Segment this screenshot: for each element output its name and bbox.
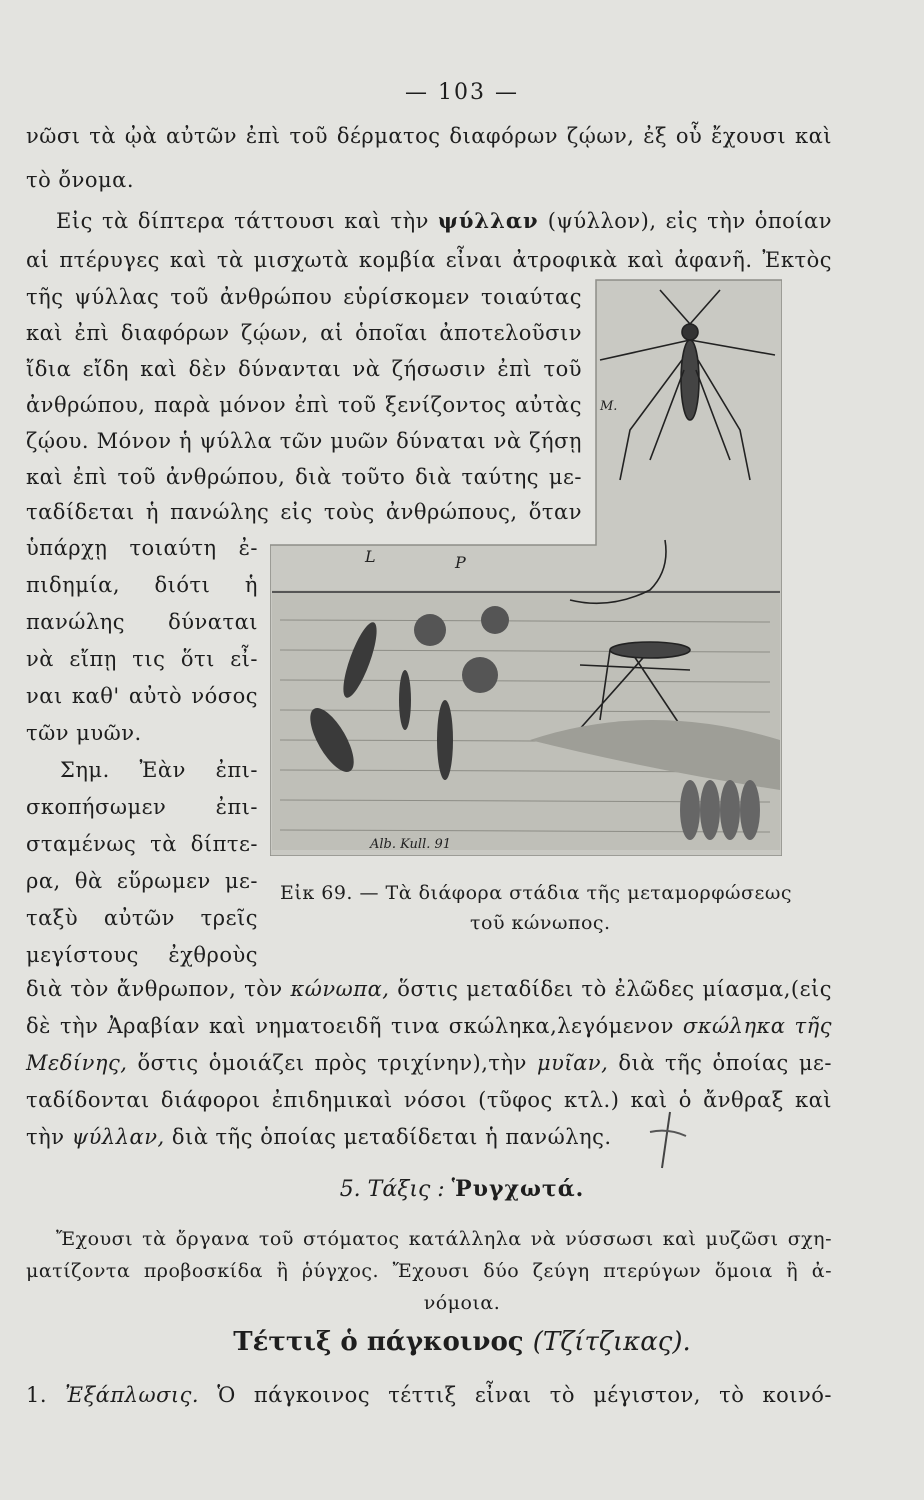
species-heading <box>0 1327 924 1357</box>
text-span: ὅστις μεταδίδει τὸ ἐλῶδες μίασμα,(εἰς <box>397 977 832 1001</box>
text-line: ταδίδεται ἡ πανώλης εἰς τοὺς ἀνθρώπους, ὅταν <box>26 500 582 524</box>
text-span: διὰ τῆς ὁποίας με- <box>618 1051 832 1075</box>
species-name: Τέττιξ ὁ πάγκοινος <box>233 1327 524 1357</box>
section-title: Ῥυγχωτά. <box>451 1176 585 1202</box>
section-text-line: ματίζοντα προβοσκίδα ἢ ῥύγχος. Ἔχουσι δύο ζεύγη πτερύγων ὅμοια ἢ ἀ- <box>26 1260 832 1282</box>
text-span: διὰ τὸν ἄνθρωπον, τὸν <box>26 977 283 1001</box>
text-span: δὲ τὴν Ἀραβίαν καὶ νηματοειδῆ τινα σκώληκα,λεγόμενον <box>26 1014 674 1038</box>
text-line: καὶ ἐπὶ τοῦ ἀνθρώπου, διὰ τοῦτο διὰ ταύτης με- <box>26 465 582 489</box>
text-line: πανώλης δύναται <box>26 610 258 634</box>
italic-term: κώνωπα, <box>290 977 390 1001</box>
text-line: τῆς ψύλλας τοῦ ἀνθρώπου εὑρίσκομεν τοιαύτας <box>26 285 582 309</box>
text-line: ρα, θὰ εὕρωμεν με- <box>26 869 258 893</box>
text-line: ναι καθ' αὐτὸ νόσος <box>26 684 258 708</box>
text-span: τὴν <box>26 1125 65 1149</box>
text-line: αἱ πτέρυγες καὶ τὰ μισχωτὰ κομβία εἶναι ἀτροφικὰ καὶ ἀφανῆ. Ἐκτὸς <box>26 248 832 272</box>
figure-caption-line2: τοῦ κώνωπος. <box>470 912 611 934</box>
text-line-psylla <box>26 206 832 236</box>
text-line: ἴδια εἴδη καὶ δὲν δύνανται νὰ ζήσωσιν ἐπὶ τοῦ <box>26 357 582 381</box>
figure-label-L: L <box>365 547 376 566</box>
text-line: ζῴου. Μόνον ἡ ψύλλα τῶν μυῶν δύναται νὰ ζήσῃ <box>26 429 582 453</box>
paragraph-number: 1. <box>26 1383 48 1407</box>
section-text-line: νόμοια. <box>423 1292 501 1314</box>
text-span: ὅστις ὁμοιάζει πρὸς τριχίνην),τὴν <box>137 1051 527 1075</box>
italic-term: ψύλλαν, <box>71 1125 165 1149</box>
text-span: Εἰς τὰ δίπτερα τάττουσι καὶ τὴν <box>56 209 429 233</box>
note-line: Σημ. Ἐὰν ἐπι- <box>60 758 258 782</box>
italic-term: σκώληκα τῆς <box>682 1014 832 1038</box>
species-common-name: (Τζίτζικας). <box>532 1327 691 1357</box>
text-span: (ψύλλον), εἰς τὴν ὁποίαν <box>547 209 832 233</box>
text-line: μεγίστους ἐχθροὺς <box>26 943 258 967</box>
pencil-mark-icon <box>648 1110 688 1170</box>
bold-term-psylla: ψύλλαν <box>438 208 539 233</box>
text-line: ὑπάρχῃ τοιαύτη ἐ- <box>26 536 258 560</box>
page-number: — 103 — <box>405 80 519 105</box>
text-line: τῶν μυῶν. <box>26 721 142 745</box>
figure-signature: Alb. Kull. 91 <box>370 837 452 852</box>
text-line: νὰ εἴπῃ τις ὅτι εἶ- <box>26 647 258 671</box>
text-line: νῶσι τὰ ᾠὰ αὐτῶν ἐπὶ τοῦ δέρματος διαφόρων ζῴων, ἐξ οὗ ἔχουσι καὶ <box>26 124 832 148</box>
italic-term: Ἐξάπλωσις. <box>65 1383 200 1407</box>
text-line <box>26 974 832 1004</box>
text-line <box>26 1380 832 1410</box>
text-line: πιδημία, διότι ἡ <box>26 573 258 597</box>
text-span: Ὁ πάγκοινος τέττιξ εἶναι τὸ μέγιστον, τὸ κοινό- <box>217 1383 832 1407</box>
section-text-line: Ἔχουσι τὰ ὄργανα τοῦ στόματος κατάλληλα νὰ νύσσωσι καὶ μυζῶσι σχη- <box>56 1228 832 1250</box>
text-line <box>26 1122 612 1152</box>
text-line <box>26 1048 832 1078</box>
italic-term: Μεδίνης, <box>26 1051 128 1075</box>
mosquito-illustration <box>270 270 782 856</box>
text-line: ἀνθρώπου, παρὰ μόνον ἐπὶ τοῦ ξενίζοντος αὐτὰς <box>26 393 582 417</box>
text-line: ταδίδονται διάφοροι ἐπιδημικαὶ νόσοι (τῦφος κτλ.) καὶ ὁ ἄνθραξ καὶ <box>26 1088 832 1112</box>
text-line: τὸ ὄνομα. <box>26 168 134 192</box>
text-span: διὰ τῆς ὁποίας μεταδίδεται ἡ πανώλης. <box>171 1125 612 1149</box>
text-line: καὶ ἐπὶ διαφόρων ζῴων, αἱ ὁποῖαι ἀποτελοῦσιν <box>26 321 582 345</box>
figure-caption: Εἰκ 69. — Τὰ διάφορα στάδια τῆς μεταμορφώσεως <box>280 882 792 904</box>
italic-term: μυῖαν, <box>536 1051 609 1075</box>
figure-label-M: M. <box>600 399 618 414</box>
section-heading <box>0 1176 924 1202</box>
figure-label-P: P <box>455 553 466 572</box>
section-number: 5. Τάξις : <box>339 1177 445 1202</box>
text-line: σκοπήσωμεν ἐπι- <box>26 795 258 819</box>
text-line: ταξὺ αὐτῶν τρεῖς <box>26 906 258 930</box>
text-line: σταμένως τὰ δίπτε- <box>26 832 258 856</box>
text-line <box>26 1011 832 1041</box>
